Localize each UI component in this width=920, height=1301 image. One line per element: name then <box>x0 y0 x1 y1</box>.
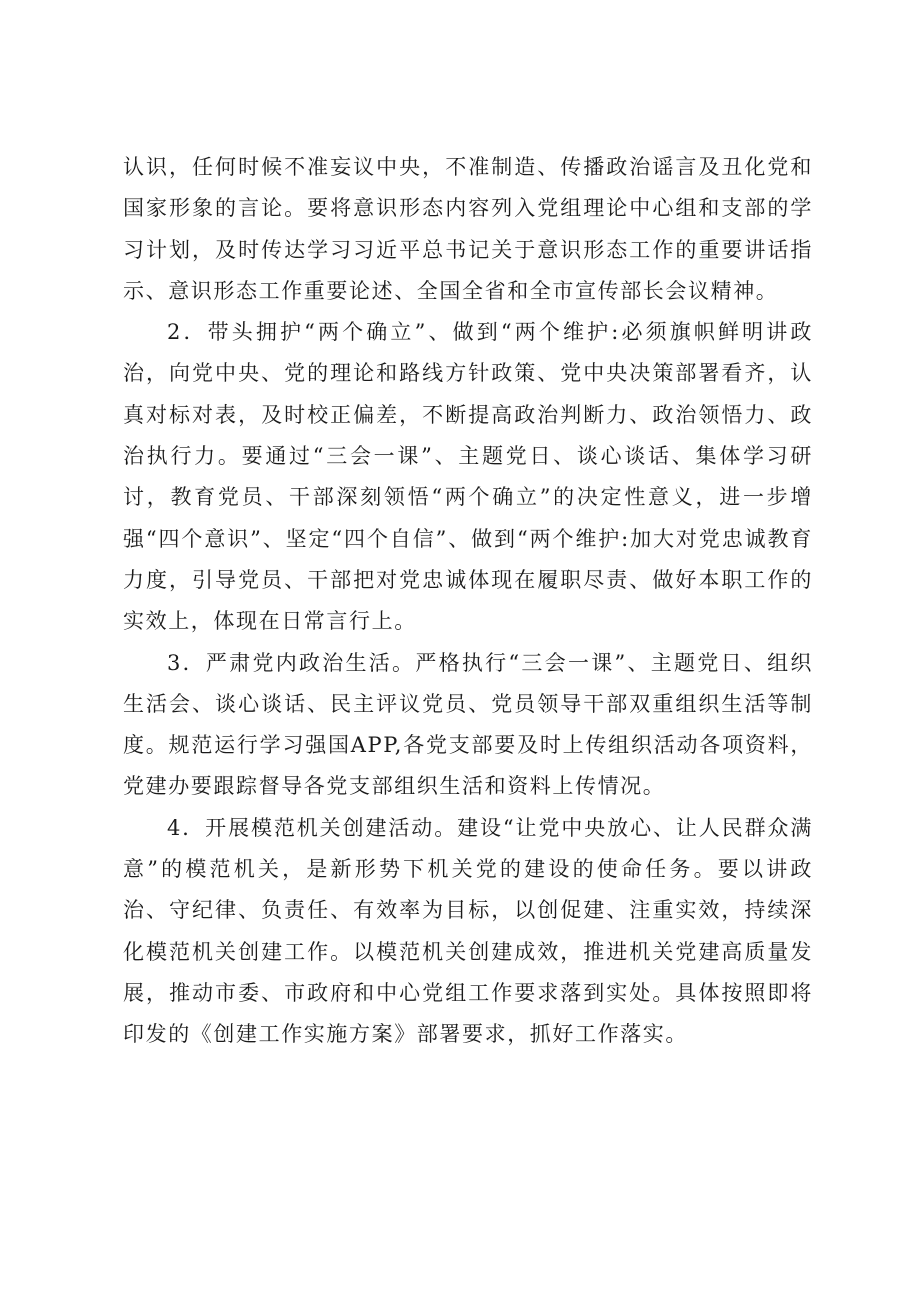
paragraph-continuation: 认识，任何时候不准妄议中央，不准制造、传播政治谣言及丑化党和国家形象的言论。要将意识形态内容列入党组理论中心组和支部的学习计划，及时传达学习习近平总书记关于意识形态工作的重要讲话指示、意识形态工作重要论述、全国全省和全市宣传部长会议精神。 <box>123 155 813 303</box>
paragraph-item-3: 3．严肃党内政治生活。严格执行“三会一课”、主题党日、组织生活会、谈心谈话、民主评议党员、党员领导干部双重组织生活等制度。规范运行学习强国APP,各党支部要及时上传组织活动各项资料，党建办要跟踪督导各党支部组织生活和资料上传情况。 <box>123 650 813 799</box>
paragraph-item-4: 4．开展模范机关创建活动。建设“让党中央放心、让人民群众满意”的模范机关，是新形势下机关党的建设的使命任务。要以讲政治、守纪律、负责任、有效率为目标，以创促建、注重实效，持续深化模范机关创建工作。以模范机关创建成效，推进机关党建高质量发展，推动市委、市政府和中心党组工作要求落到实处。具体按照即将印发的《创建工作实施方案》部署要求，抓好工作落实。 <box>123 815 813 1047</box>
paragraph-item-2: 2．带头拥护“两个确立”、做到“两个维护:必须旗帜鲜明讲政治，向党中央、党的理论和路线方针政策、党中央决策部署看齐，认真对标对表，及时校正偏差，不断提高政治判断力、政治领悟力、政治执行力。要通过“三会一课”、主题党日、谈心谈话、集体学习研讨，教育党员、干部深刻领悟“两个确立”的决定性意义，进一步增强“四个意识”、坚定“四个自信”、做到“两个维护:加大对党忠诚教育力度，引导党员、干部把对党忠诚体现在履职尽责、做好本职工作的实效上，体现在日常言行上。 <box>123 320 813 634</box>
document-body <box>123 147 813 1056</box>
